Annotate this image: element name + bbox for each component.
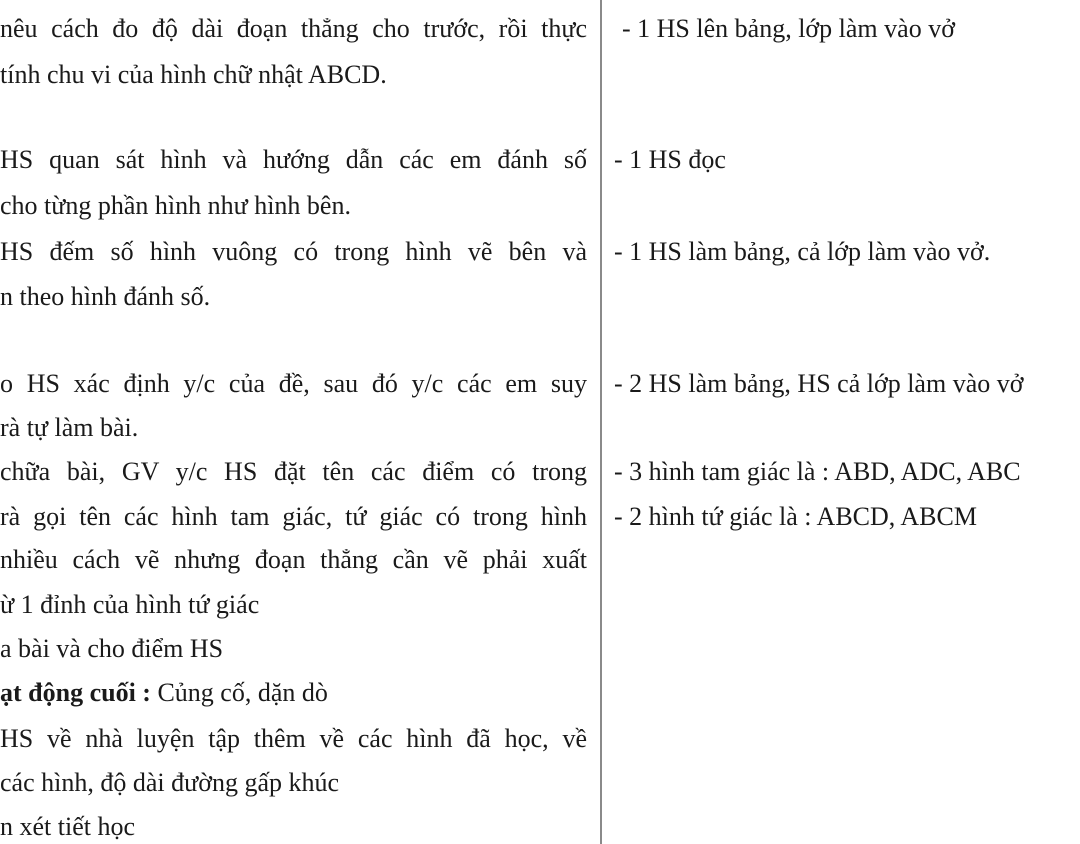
- text-line: rà tự làm bài.: [0, 413, 139, 442]
- heading-bold: ạt động cuối :: [0, 678, 151, 707]
- text-line: cho từng phần hình như hình bên.: [0, 191, 351, 220]
- text-line: - 1 HS làm bảng, cả lớp làm vào vở.: [614, 237, 991, 266]
- heading-rest: Củng cố, dặn dò: [150, 678, 328, 707]
- text-line: HS đếm số hình vuông có trong hình vẽ bên và: [0, 237, 587, 266]
- text-line: - 3 hình tam giác là : ABD, ADC, ABC: [614, 457, 1021, 486]
- text-line: n theo hình đánh số.: [0, 282, 211, 311]
- text-line: ừ 1 đỉnh của hình tứ giác: [0, 590, 260, 619]
- text-line: HS quan sát hình và hướng dẫn các em đánh số: [0, 145, 587, 174]
- closing-activity-heading: [0, 678, 328, 708]
- text-line: - 1 HS đọc: [614, 145, 726, 174]
- text-line: n xét tiết học: [0, 812, 136, 841]
- text-line: - 1 HS lên bảng, lớp làm vào vở: [622, 14, 955, 43]
- text-line: rà gọi tên các hình tam giác, tứ giác có trong hình: [0, 502, 587, 531]
- text-line: các hình, độ dài đường gấp khúc: [0, 768, 340, 797]
- text-line: o HS xác định y/c của đề, sau đó y/c các em suy: [0, 369, 587, 398]
- text-line: - 2 HS làm bảng, HS cả lớp làm vào vở: [614, 369, 1024, 398]
- text-line: a bài và cho điểm HS: [0, 634, 224, 663]
- text-line: HS về nhà luyện tập thêm về các hình đã học, về: [0, 724, 587, 753]
- text-line: tính chu vi của hình chữ nhật ABCD.: [0, 60, 387, 89]
- text-line: nhiều cách vẽ nhưng đoạn thẳng cần vẽ phải xuất: [0, 545, 587, 574]
- text-line: chữa bài, GV y/c HS đặt tên các điểm có trong: [0, 457, 587, 486]
- text-line: - 2 hình tứ giác là : ABCD, ABCM: [614, 502, 977, 531]
- column-divider: [600, 0, 602, 844]
- text-line: nêu cách đo độ dài đoạn thẳng cho trước, rồi thực: [0, 14, 587, 43]
